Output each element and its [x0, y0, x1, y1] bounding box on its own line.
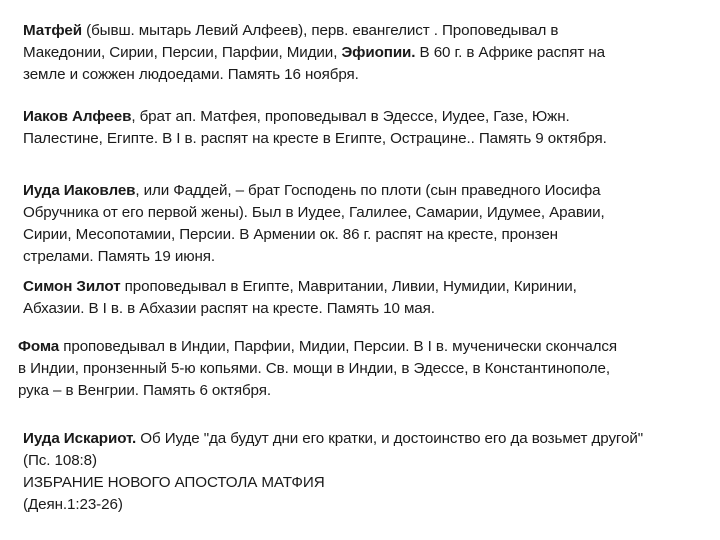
text-line: [18, 380, 708, 402]
text-line: [18, 336, 708, 358]
line-text: Македонии, Сирии, Персии, Парфии, Мидии,: [23, 44, 342, 61]
text-line: [23, 246, 703, 268]
text-line: [23, 298, 703, 320]
emphasis-text: Эфиопии.: [341, 44, 416, 61]
line-text: (Деян.1:23-26): [23, 496, 123, 513]
text-line: [23, 180, 703, 202]
paragraph-matthew: [23, 20, 703, 86]
paragraph-jude-thaddeus: [23, 180, 703, 268]
apostle-name: Иуда Иаковлев: [23, 182, 136, 199]
text-line: [23, 428, 718, 450]
text-line: [23, 494, 718, 516]
line-text: стрелами. Память 19 июня.: [23, 248, 216, 265]
line-text: проповедывал в Египте, Мавритании, Ливии, Нумидии, Киринии,: [120, 278, 577, 295]
apostle-name: Матфей: [23, 22, 82, 39]
line-text: (Пс. 108:8): [23, 452, 97, 469]
line-text: ИЗБРАНИЕ НОВОГО АПОСТОЛА МАТФИЯ: [23, 474, 325, 491]
text-line: [18, 358, 708, 380]
paragraph-thomas: [18, 336, 708, 402]
text-line: [23, 202, 703, 224]
line-text: Обручника от его первой жены). Был в Иудее, Галилее, Самарии, Идумее, Аравии,: [23, 204, 605, 221]
line-text: Об Иуде "да будут дни его кратки, и достоинство его да возьмет другой": [136, 430, 644, 447]
text-line: [23, 20, 703, 42]
text-line: [23, 42, 703, 64]
paragraph-judas-iscariot: [23, 428, 718, 516]
line-text: Сирии, Месопотамии, Персии. В Армении ок. 86 г. распят на кресте, пронзен: [23, 226, 558, 243]
apostle-name: Фома: [18, 338, 60, 355]
line-text: В 60 г. в Африке распят на: [415, 44, 605, 61]
apostle-name: Иуда Искариот.: [23, 430, 137, 447]
line-text: рука – в Венгрии. Память 6 октября.: [18, 382, 271, 399]
line-text: проповедывал в Индии, Парфии, Мидии, Персии. В I в. мученически скончался: [59, 338, 618, 355]
text-line: [23, 276, 703, 298]
text-line: [23, 64, 703, 86]
line-text: , или Фаддей, – брат Господень по плоти (сын праведного Иосифа: [135, 182, 601, 199]
text-line: [23, 224, 703, 246]
section-heading: [23, 472, 718, 494]
line-text: земле и сожжен людоедами. Память 16 ноября.: [23, 66, 359, 83]
paragraph-simon-zealot: [23, 276, 703, 320]
paragraph-james-alphaeus: [23, 106, 703, 150]
line-text: Палестине, Египте. В I в. распят на кресте в Египте, Острацине.. Память 9 октября.: [23, 130, 607, 147]
line-text: Абхазии. В I в. в Абхазии распят на кресте. Память 10 мая.: [23, 300, 435, 317]
apostle-name: Симон Зилот: [23, 278, 121, 295]
line-text: , брат ап. Матфея, проповедывал в Эдессе, Иудее, Газе, Южн.: [131, 108, 570, 125]
text-line: [23, 450, 718, 472]
text-line: [23, 106, 703, 128]
text-line: [23, 128, 703, 150]
line-text: в Индии, пронзенный 5-ю копьями. Св. мощи в Индии, в Эдессе, в Константинополе,: [18, 360, 611, 377]
line-text: (бывш. мытарь Левий Алфеев), перв. евангелист . Проповедывал в: [82, 22, 559, 39]
apostle-name: Иаков Алфеев: [23, 108, 132, 125]
